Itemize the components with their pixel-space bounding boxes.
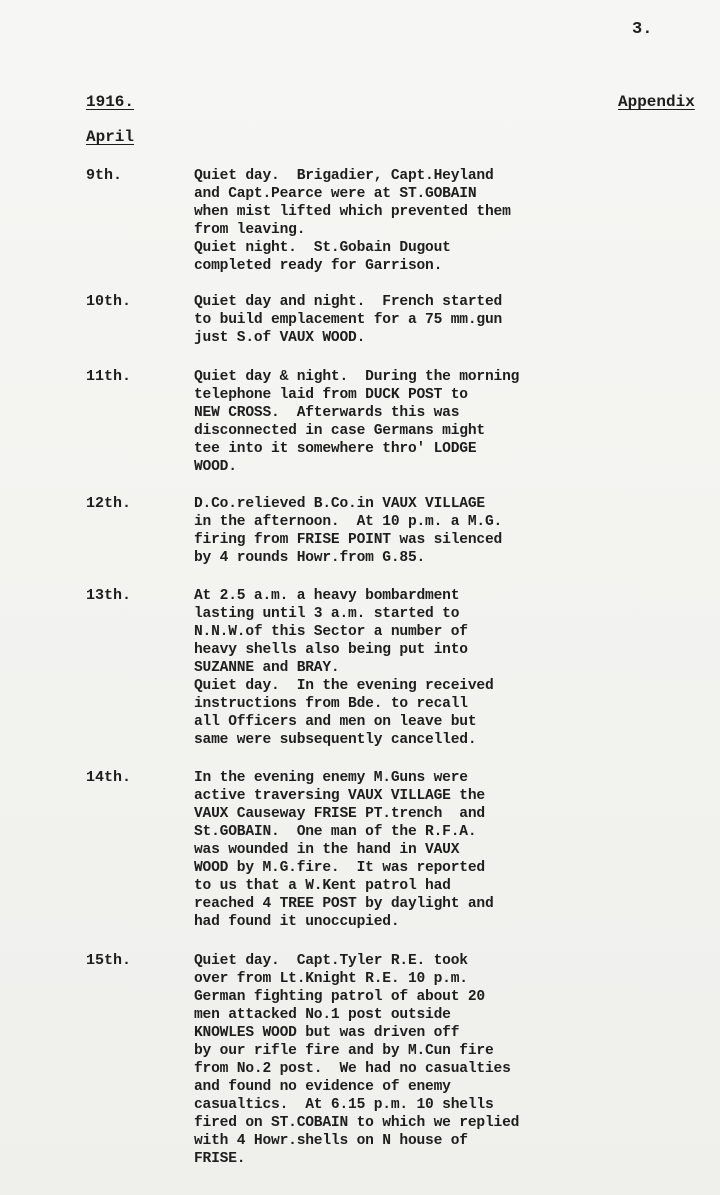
entry-text [194,952,714,1168]
entry-line: N.N.W.of this Sector a number of [194,624,468,640]
entry-date: 9th. [86,167,123,184]
entry-line: to us that a W.Kent patrol had [194,878,451,894]
entry-line: telephone laid from DUCK POST to [194,387,468,403]
entry-line: same were subsequently cancelled. [194,732,477,748]
entry-line: with 4 Howr.shells on N house of [194,1133,468,1149]
entry-line: WOOD by M.G.fire. It was reported [194,860,485,876]
entry-line: SUZANNE and BRAY. [194,660,340,676]
entry-line: WOOD. [194,459,237,475]
entry-text [194,587,714,749]
entry-line: heavy shells also being put into [194,642,468,658]
entry-line: over from Lt.Knight R.E. 10 p.m. [194,971,468,987]
entry-line: tee into it somewhere thro' LODGE [194,441,477,457]
entry-line: in the afternoon. At 10 p.m. a M.G. [194,514,503,530]
entry-date: 12th. [86,495,132,512]
entry-date: 14th. [86,769,132,786]
entry-line: by our rifle fire and by M.Cun fire [194,1043,494,1059]
entry-line: to build emplacement for a 75 mm.gun [194,312,503,328]
entry-line: Quiet day. Capt.Tyler R.E. took [194,953,468,969]
entry-line: completed ready for Garrison. [194,258,443,274]
entry-text [194,769,714,931]
entry-line: St.GOBAIN. One man of the R.F.A. [194,824,477,840]
entry-line: firing from FRISE POINT was silenced [194,532,503,548]
entry-date: 11th. [86,368,132,385]
entry-line: FRISE. [194,1151,246,1167]
entry-line: by 4 rounds Howr.from G.85. [194,550,426,566]
entry-text [194,293,714,347]
entry-text [194,167,714,275]
entry-line: active traversing VAUX VILLAGE the [194,788,485,804]
entry-line: from No.2 post. We had no casualties [194,1061,511,1077]
entry-date: 15th. [86,952,132,969]
entry-line: Quiet day and night. French started [194,294,503,310]
entry-line: from leaving. [194,222,306,238]
entry-date: 13th. [86,587,132,604]
entry-line: Quiet day. Brigadier, Capt.Heyland [194,168,494,184]
entry-line: men attacked No.1 post outside [194,1007,451,1023]
entry-line: reached 4 TREE POST by daylight and [194,896,494,912]
entry-line: when mist lifted which prevented them [194,204,511,220]
entry-line: instructions from Bde. to recall [194,696,468,712]
entry-line: was wounded in the hand in VAUX [194,842,460,858]
entry-line: all Officers and men on leave but [194,714,477,730]
entry-line: and found no evidence of enemy [194,1079,451,1095]
entry-line: fired on ST.COBAIN to which we replied [194,1115,520,1131]
entry-line: casualtics. At 6.15 p.m. 10 shells [194,1097,494,1113]
month-heading: April [86,128,135,146]
page-number: 3. [632,20,653,39]
entry-line: VAUX Causeway FRISE PT.trench and [194,806,485,822]
entry-line: Quiet day & night. During the morning [194,369,520,385]
entry-date: 10th. [86,293,132,310]
appendix-heading: Appendix [618,93,695,111]
entry-text [194,368,714,476]
entry-line: In the evening enemy M.Guns were [194,770,468,786]
entry-text [194,495,714,567]
year-heading: 1916. [86,93,135,111]
entry-line: Quiet night. St.Gobain Dugout [194,240,451,256]
entry-line: Quiet day. In the evening received [194,678,494,694]
entry-line: German fighting patrol of about 20 [194,989,485,1005]
entry-line: NEW CROSS. Afterwards this was [194,405,460,421]
entry-line: D.Co.relieved B.Co.in VAUX VILLAGE [194,496,485,512]
entry-line: just S.of VAUX WOOD. [194,330,366,346]
entry-line: had found it unoccupied. [194,914,400,930]
entry-line: lasting until 3 a.m. started to [194,606,460,622]
entry-line: KNOWLES WOOD but was driven off [194,1025,460,1041]
entry-line: disconnected in case Germans might [194,423,485,439]
entry-line: At 2.5 a.m. a heavy bombardment [194,588,460,604]
entry-line: and Capt.Pearce were at ST.GOBAIN [194,186,477,202]
